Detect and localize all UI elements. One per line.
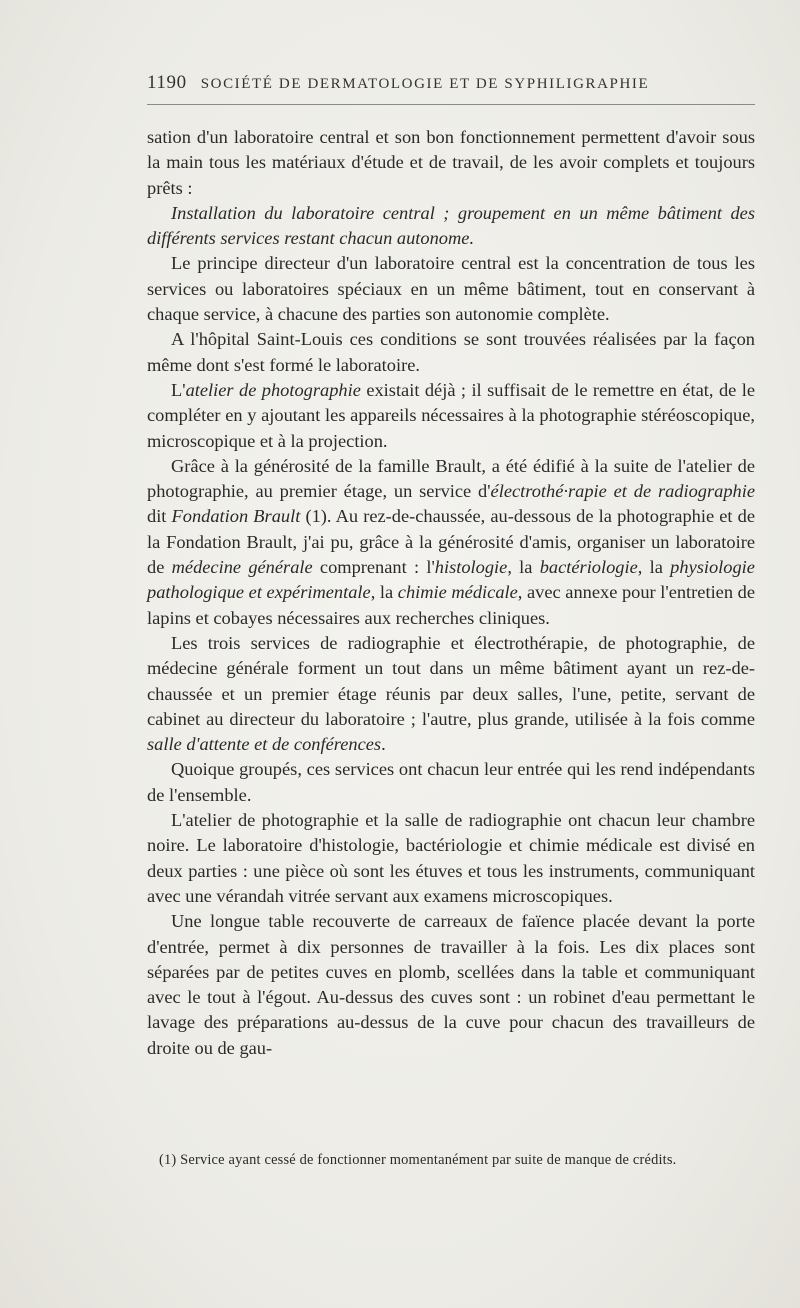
italic-run: atelier de photographie (185, 379, 361, 400)
text-run: comprenant : l' (312, 557, 435, 578)
body-text (147, 125, 755, 1061)
paragraph-3: Le principe directeur d'un laboratoire central est la concentration de tous les services ou laboratoires spéciaux en un même bâtiment, tout en conservant à chaque service, à chacune des parties son autonomie complète. (147, 253, 755, 325)
italic-run: physiologie pathologique et expérimentale (147, 557, 755, 603)
text-run: existait déjà ; il suffisait de le remettre en état, de le compléter en y ajoutant les appareils nécessaires à la photographie stéréoscopique, microscopique et à la projection. (147, 379, 755, 451)
italic-heading: Installation du laboratoire central ; groupement en un même bâtiment des différents services restant chacun autonome. (147, 202, 755, 249)
text-run: L' (171, 379, 186, 400)
paragraph-4: A l'hôpital Saint-Louis ces conditions se sont trouvées réalisées par la façon même dont s'est formé le laboratoire. (147, 329, 755, 375)
footnote (147, 1151, 755, 1170)
text-run: . (381, 734, 386, 755)
paragraph-2 (147, 201, 755, 252)
italic-run: bactériologie (539, 557, 638, 578)
italic-run: salle d'attente et de conférences (147, 734, 382, 755)
text-run: , la (370, 582, 398, 603)
running-title: SOCIÉTÉ DE DERMATOLOGIE ET DE SYPHILIGRAPHIE (200, 76, 650, 92)
text-run: , la (637, 557, 671, 578)
italic-run: chimie médicale (397, 582, 518, 603)
paragraph-8: Quoique groupés, ces services ont chacun leur entrée qui les rend indépendants de l'ensemble. (147, 759, 755, 805)
text-run: , la (507, 557, 540, 578)
text-run: dit (147, 506, 172, 527)
text-run: Grâce à la générosité de la famille Brault, a été édifié à la suite de l'atelier de photographie, au premier étage, un service d' (147, 455, 755, 502)
footnote-text: (1) Service ayant cessé de fonctionner momentanément par suite de manque de crédits. (159, 1152, 677, 1168)
page-number: 1190 (147, 72, 187, 93)
italic-run: histologie (434, 557, 508, 578)
paragraph-9: L'atelier de photographie et la salle de radiographie ont chacun leur chambre noire. Le laboratoire d'histologie, bactériologie et chimie médicale est divisé en deux parties : une pièce où sont les étuves et tous les instruments, communiquant avec une vérandah vitrée servant aux examens microscopiques. (147, 810, 755, 906)
text-run: (1). Au rez-de-chaussée, au-dessous de la photographie et de la Fondation Brault, j'ai pu, grâce à la générosité d'amis, organiser un laboratoire de (147, 506, 755, 578)
header-rule (147, 104, 755, 105)
italic-run: Fondation Brault (171, 506, 301, 527)
paragraph-7 (147, 631, 755, 757)
running-header (147, 72, 757, 94)
paragraph-5 (147, 378, 755, 454)
paragraph-1: sation d'un laboratoire central et son bon fonctionnement permettent d'avoir sous la main tous les matériaux d'étude et de travail, de les avoir complets et toujours prêts : (147, 127, 755, 198)
paragraph-6 (147, 454, 755, 631)
italic-run: médecine générale (171, 557, 313, 578)
text-run: , avec annexe pour l'entretien de lapins et cobayes nécessaires aux recherches cliniques. (147, 582, 755, 628)
paragraph-10: Une longue table recouverte de carreaux de faïence placée devant la porte d'entrée, permet à dix personnes de travailler à la fois. Les dix places sont séparées par de petites cuves en plomb, scellées dans la table et communiquant avec le tout à l'égout. Au-dessus des cuves sont : un robinet d'eau permettant le lavage des préparations au-dessus de la cuve pour chacun des travailleurs de droite ou de gau- (147, 911, 755, 1058)
text-run: Les trois services de radiographie et électrothérapie, de photographie, de médecine générale forment un tout dans un même bâtiment ayant un rez-de-chaussée et un premier étage réunis par deux salles, l'une, petite, servant de cabinet au directeur du laboratoire ; l'autre, plus grande, utilisée à la fois comme (147, 632, 755, 729)
italic-run: électrothé·rapie et de radiographie (490, 481, 756, 502)
